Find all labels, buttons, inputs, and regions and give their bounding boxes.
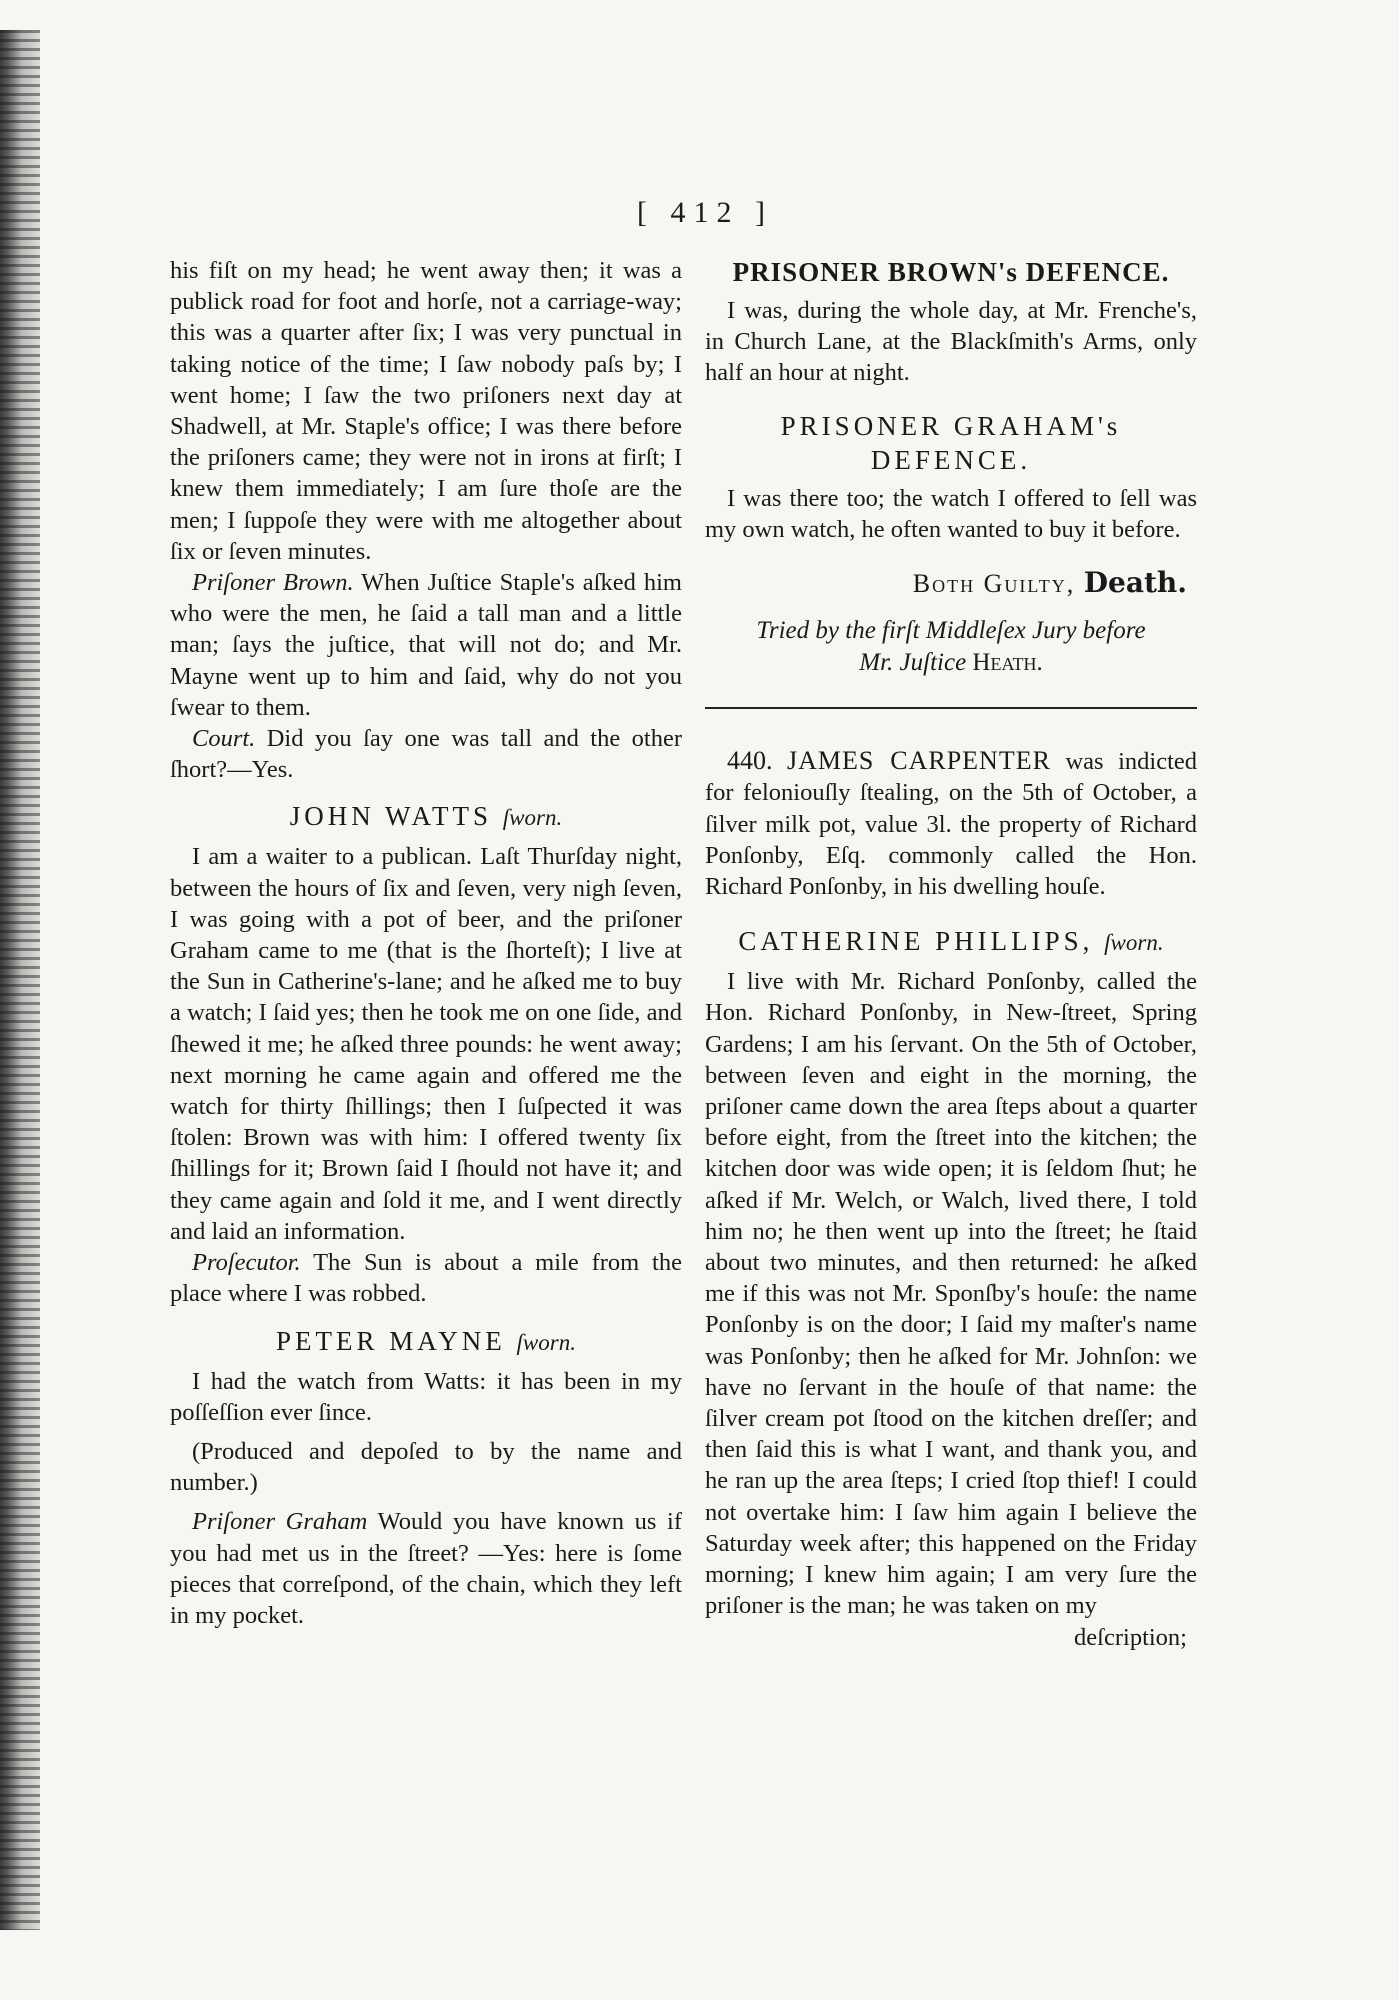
- witness-heading: [705, 924, 1197, 960]
- paragraph: his fiſt on my head; he went away then; it was a publick road for foot and horſe, not a carriage-way; this was a quarter after ſix; I was very punctual in taking notice of the time; I ſaw nobody paſs by; I went home; I ſaw the two priſoners next day at Shadwell, at Mr. Staple's office; I was there before the priſoners came; they were not in irons at firſt; I knew them immediately; I am ſure thoſe are the men; I ſuppoſe they were with me altogether about ſix or ſeven minutes.: [170, 257, 682, 565]
- paragraph: I live with Mr. Richard Ponſonby, called the Hon. Richard Ponſonby, in New-ſtreet, Spring Gardens; I am his ſervant. On the 5th of October, between ſeven and eight in the morning, the priſoner came down the area ſteps about a quarter before eight, from the ſtreet into the kitchen; the kitchen door was wide open; it is ſeldom ſhut; he aſked if Mr. Welch, or Walch, lived there, I told him no; he then went up into the ſtreet; he ſtaid about two minutes, and then returned: he aſked me if this was not Mr. Sponſby's houſe: the name Ponſonby is on the door; I ſaid my maſter's name was Ponſonby; then he aſked for Mr. Johnſon: we have no ſervant in the houſe of that name: the ſilver cream pot ſtood on the kitchen dreſſer; and then ſaid this is what I want, and thank you, and he ran up the area ſteps; I cried ſtop thief! I could not overtake him: I ſaw him again I believe the Saturday week after; this happened on the Friday morning; I knew him again; I am very ſure the priſoner is the man; he was taken on my: [705, 968, 1197, 1620]
- paragraph: [170, 567, 682, 723]
- speech-text: Would you have known us if you had met us in the ſtreet? —Yes: here is ſome pieces that correſpond, of the chain, which they left in my pocket.: [170, 1508, 683, 1629]
- right-column: [705, 255, 1197, 1653]
- section-divider: [705, 707, 1197, 709]
- witness-name: CATHERINE PHILLIPS,: [738, 926, 1094, 957]
- speaker-label: Priſoner Graham: [192, 1508, 368, 1536]
- paragraph: [170, 1506, 682, 1631]
- left-column: [170, 255, 682, 1631]
- witness-heading: [170, 799, 682, 835]
- indictment-text: was indicted for feloniouſly ſtealing, on the 5th of October, a ſilver milk pot, value 3l. the property of Richard Ponſonby, Eſq. commonly called the Hon. Richard Ponſonby, in his dwelling houſe.: [705, 748, 1197, 901]
- speaker-label: Proſecutor.: [192, 1249, 301, 1277]
- trial-note-line: [705, 647, 1197, 679]
- page-number: [ 412 ]: [637, 196, 773, 229]
- case-number: 440.: [727, 746, 773, 776]
- heading-line: DEFENCE.: [870, 444, 1032, 475]
- trial-note-line: Tried by the firſt Middleſex Jury before: [756, 617, 1146, 645]
- defence-heading: [705, 409, 1197, 477]
- judge-name: Heath.: [972, 649, 1043, 677]
- witness-heading: [170, 1324, 682, 1360]
- catchword: deſcription;: [1074, 1623, 1187, 1651]
- verdict-sentence: Death.: [1083, 566, 1187, 600]
- case-entry: [705, 745, 1197, 902]
- paragraph: (Produced and depoſed to by the name and number.): [170, 1437, 682, 1497]
- speaker-label: Priſoner Brown.: [192, 569, 354, 597]
- judge-title: Mr. Juſtice: [859, 649, 973, 677]
- heading-line: PRISONER GRAHAM's: [780, 410, 1122, 441]
- defence-heading: PRISONER BROWN's DEFENCE.: [732, 257, 1170, 287]
- speech-text: The Sun is about a mile from the place where I was robbed.: [170, 1249, 682, 1308]
- witness-name: PETER MAYNE: [276, 1325, 506, 1356]
- verdict: [705, 567, 1187, 599]
- binding-edge: [0, 30, 40, 1930]
- trial-note: [705, 615, 1197, 679]
- witness-name: JOHN WATTS: [289, 801, 493, 832]
- sworn-label: ſworn.: [502, 805, 563, 831]
- sworn-label: ſworn.: [1104, 930, 1164, 956]
- paragraph: I was, during the whole day, at Mr. Frenche's, in Church Lane, at the Blackſmith's Arms, only half an hour at night.: [705, 297, 1197, 387]
- speech-text: Did you ſay one was tall and the other ſhort?—Yes.: [170, 725, 682, 784]
- sworn-label: ſworn.: [516, 1329, 576, 1355]
- defendant-name: JAMES CARPENTER: [787, 746, 1051, 776]
- paragraph: [170, 1247, 682, 1309]
- paragraph: I am a waiter to a publican. Laſt Thurſday night, between the hours of ſix and ſeven, very nigh ſeven, I was going with a pot of beer, and the priſoner Graham came to me (that is the ſhorteſt); I live at the Sun in Catherine's-lane; and he aſked me to buy a watch; I ſaid yes; then he took me on one ſide, and ſhewed it me; he aſked three pounds: he went away; next morning he came again and offered me the watch for thirty ſhillings; then I ſuſpected it was ſtolen: Brown was with him: I offered twenty ſix ſhillings for it; Brown ſaid I ſhould not have it; and they came again and ſold it me, and I went directly and laid an information.: [170, 843, 682, 1245]
- paragraph: I had the watch from Watts: it has been in my poſſeſſion ever ſince.: [170, 1367, 682, 1426]
- speech-text: When Juſtice Staple's aſked him who were the men, he ſaid a tall man and a little man; ſays the juſtice, that will not do; and Mr. Mayne went up to him and ſaid, why do not you ſwear to them.: [170, 569, 682, 721]
- speaker-label: Court.: [192, 725, 256, 753]
- paragraph: [170, 723, 682, 785]
- verdict-text: Both Guilty,: [912, 569, 1076, 599]
- paragraph: I was there too; the watch I offered to ſell was my own watch, he often wanted to buy it before.: [705, 484, 1197, 543]
